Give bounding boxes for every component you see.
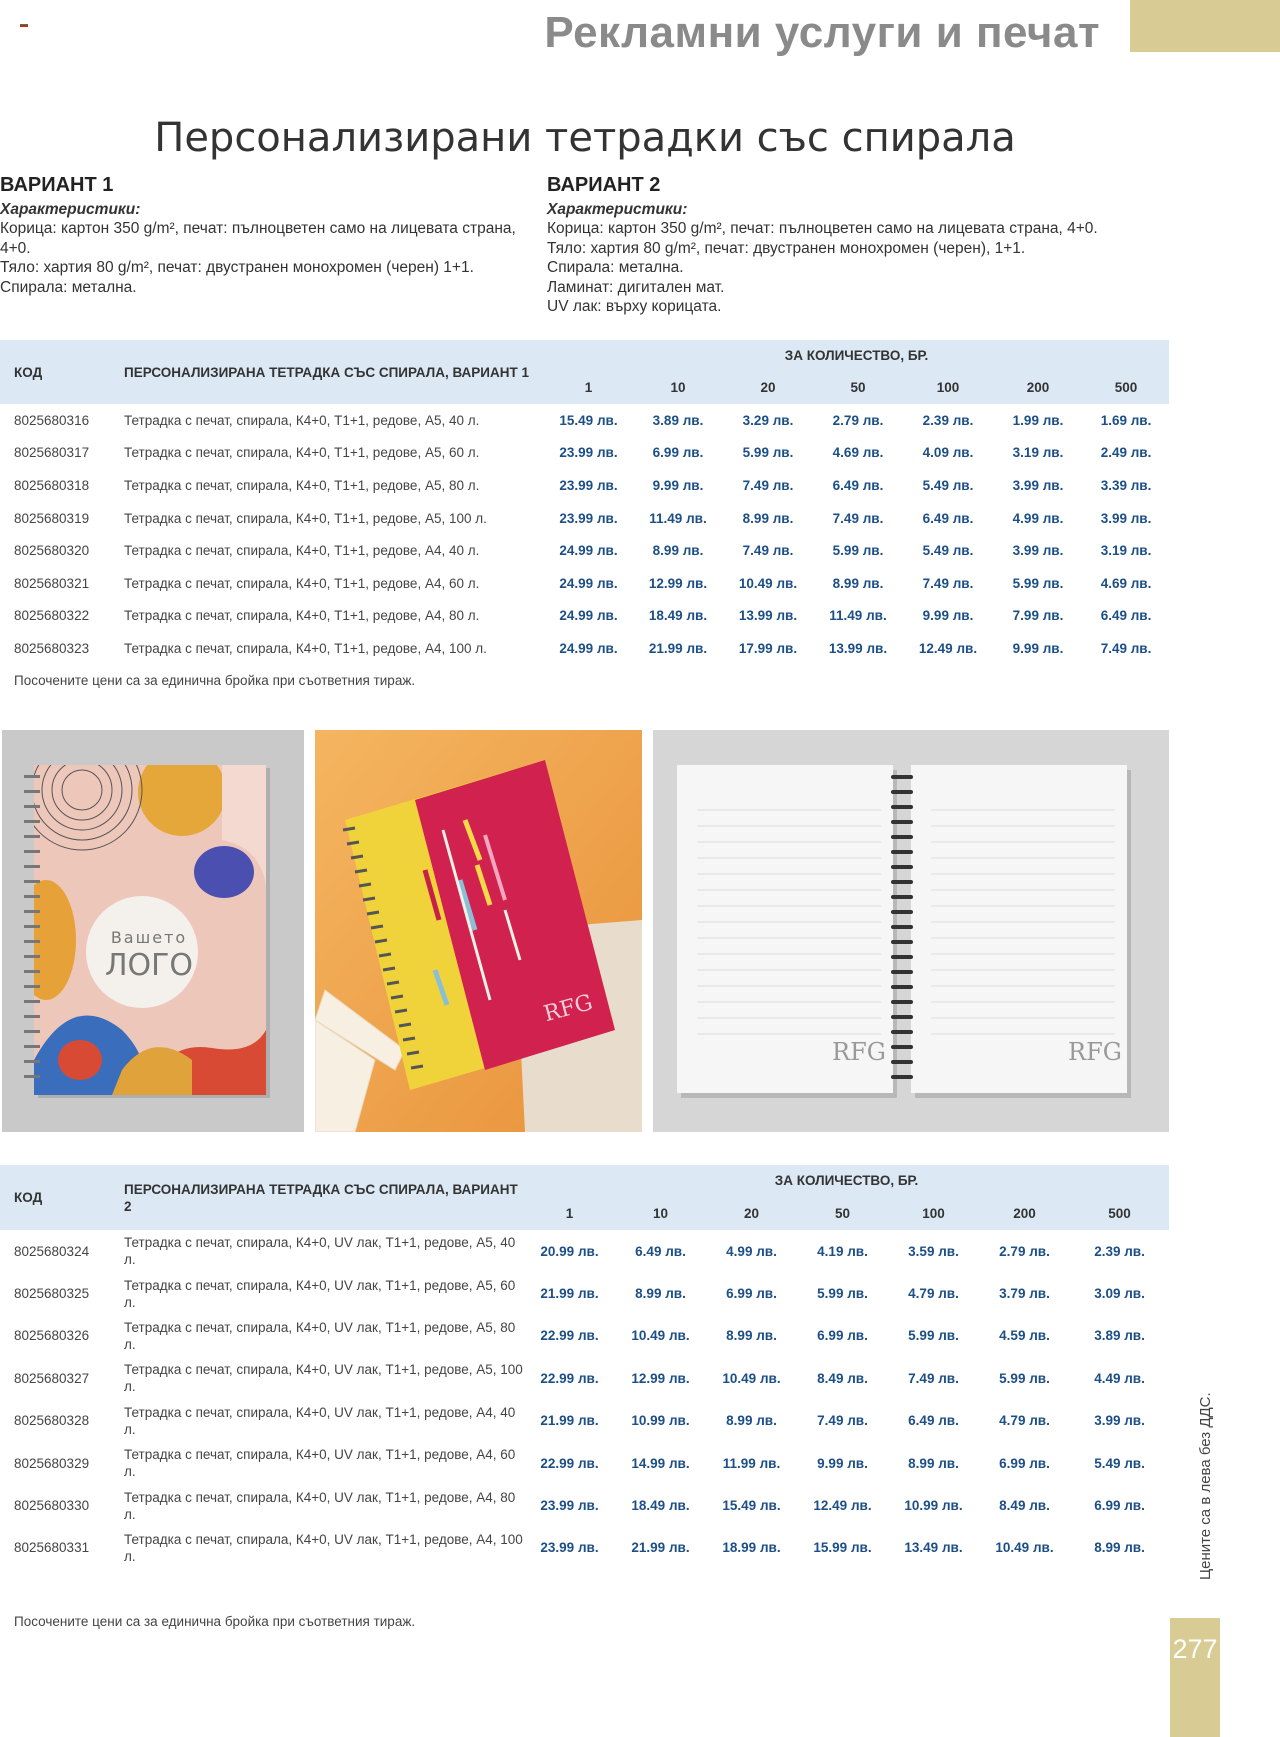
price-cell: 24.99 лв. [559, 575, 618, 591]
code-header: КОД [14, 1190, 43, 1205]
product-code: 8025680328 [14, 1413, 90, 1429]
price-cell: 9.99 лв. [1012, 640, 1064, 656]
price-cell: 18.99 лв. [722, 1540, 781, 1556]
price-cell: 4.99 лв. [1012, 510, 1064, 526]
price-cell: 3.89 лв. [652, 412, 704, 428]
price-cell: 3.59 лв. [908, 1243, 959, 1259]
variant1-line: Тяло: хартия 80 g/m², печат: двустранен монохромен (черен) 1+1. [0, 259, 474, 276]
vat-note: Цените са в лева без ДДС. [1197, 1392, 1214, 1580]
product-name: Тетрадка с печат, спирала, К4+0, UV лак, Т1+1, редове, А5, 80 л. [124, 1319, 516, 1352]
price-cell: 7.49 лв. [1100, 640, 1152, 656]
variant2-line: Спирала: метална. [547, 259, 684, 276]
table-row [0, 632, 1169, 665]
price-cell: 8.99 лв. [742, 510, 794, 526]
price-cell: 3.19 лв. [1100, 543, 1152, 559]
price-cell: 1.99 лв. [1012, 412, 1064, 428]
price-cell: 3.29 лв. [742, 412, 794, 428]
price-cell: 5.99 лв. [832, 543, 884, 559]
price-cell: 6.99 лв. [999, 1455, 1050, 1471]
price-cell: 3.99 лв. [1100, 510, 1152, 526]
product-name: Тетрадка с печат, спирала, К4+0, UV лак, Т1+1, редове, А5, 100 л. [124, 1362, 523, 1395]
price-cell: 8.49 лв. [817, 1370, 868, 1386]
price-cell: 7.49 лв. [742, 543, 794, 559]
price-cell: 7.49 лв. [922, 575, 974, 591]
price-cell: 10.49 лв. [722, 1370, 781, 1386]
product-code: 8025680327 [14, 1370, 90, 1386]
product-name: Тетрадка с печат, спирала, К4+0, UV лак, Т1+1, редове, А4, 80 л. [124, 1489, 516, 1522]
price-cell: 1.69 лв. [1100, 412, 1152, 428]
quantity-col: 1 [565, 1205, 574, 1221]
table-row [0, 1400, 1169, 1442]
variant2-line: Тяло: хартия 80 g/m², печат: двустранен монохромен (черен), 1+1. [547, 239, 1026, 257]
variant1-line: Корица: картон 350 g/m², печат: пълноцветен само на лицевата страна, 4+0. [0, 220, 516, 257]
price-cell: 22.99 лв. [540, 1370, 599, 1386]
price-cell: 10.49 лв. [995, 1540, 1054, 1556]
price-cell: 6.49 лв. [908, 1413, 959, 1429]
product-name: Тетрадка с печат, спирала, К4+0, Т1+1, редове, А4, 100 л. [124, 640, 487, 656]
page-title: Персонализирани тетрадки със спирала [154, 114, 1016, 161]
name-header: ПЕРСОНАЛИЗИРАНА ТЕТРАДКА СЪС СПИРАЛА, ВАРИАНТ 1 [124, 364, 529, 380]
price-cell: 5.49 лв. [922, 543, 974, 559]
price-cell: 6.99 лв. [817, 1328, 868, 1344]
logo-placeholder-line2: ЛОГО [104, 948, 194, 983]
quantity-col: 10 [652, 1205, 669, 1221]
price-cell: 18.49 лв. [648, 608, 708, 624]
quantity-col: 20 [743, 1205, 760, 1221]
price-cell: 4.19 лв. [817, 1243, 868, 1259]
price-cell: 5.49 лв. [1094, 1455, 1145, 1471]
quantity-col: 50 [850, 379, 866, 395]
product-name: Тетрадка с печат, спирала, К4+0, Т1+1, редове, А5, 100 л. [124, 510, 487, 526]
price-cell: 9.99 лв. [817, 1455, 868, 1471]
notebook-photo-stripes [315, 730, 642, 1132]
product-code: 8025680318 [14, 477, 90, 493]
product-code: 8025680329 [14, 1455, 90, 1471]
price-note: Посочените цени са за единична бройка при съответния тираж. [14, 673, 416, 688]
price-cell: 4.49 лв. [1094, 1370, 1145, 1386]
price-cell: 3.99 лв. [1012, 477, 1064, 493]
table-row [0, 1357, 1169, 1399]
price-cell: 8.99 лв. [726, 1413, 777, 1429]
product-name: Тетрадка с печат, спирала, К4+0, UV лак, Т1+1, редове, А4, 60 л. [124, 1447, 516, 1480]
notebook-photo-logo [2, 730, 304, 1132]
price-cell: 3.39 лв. [1100, 477, 1152, 493]
price-cell: 2.49 лв. [1100, 445, 1152, 461]
price-cell: 9.99 лв. [652, 477, 704, 493]
section-tab [1130, 0, 1280, 52]
table-row [0, 1527, 1169, 1569]
price-cell: 7.49 лв. [908, 1370, 959, 1386]
price-cell: 8.49 лв. [999, 1498, 1050, 1514]
variant2-description [547, 176, 1187, 317]
price-cell: 10.99 лв. [904, 1498, 963, 1514]
price-cell: 18.49 лв. [631, 1498, 690, 1514]
quantity-header: ЗА КОЛИЧЕСТВО, БР. [774, 1173, 919, 1188]
product-name: Тетрадка с печат, спирала, К4+0, UV лак, Т1+1, редове, А5, 40 л. [124, 1235, 516, 1268]
quantity-col: 50 [834, 1205, 851, 1221]
price-cell: 4.79 лв. [999, 1413, 1050, 1429]
price-cell: 24.99 лв. [559, 543, 618, 559]
price-cell: 21.99 лв. [540, 1413, 599, 1429]
quantity-col: 200 [1013, 1205, 1036, 1221]
price-cell: 4.09 лв. [922, 445, 974, 461]
price-cell: 6.99 лв. [1094, 1498, 1145, 1514]
price-cell: 7.49 лв. [742, 477, 794, 493]
price-cell: 11.49 лв. [649, 510, 707, 526]
table-row [0, 469, 1169, 502]
variant1-line: Спирала: метална. [0, 278, 137, 296]
logo-placeholder-line1: Вашето [110, 928, 188, 947]
price-cell: 4.79 лв. [908, 1286, 959, 1302]
flag-icon [20, 22, 28, 27]
price-cell: 3.19 лв. [1012, 445, 1064, 461]
table-row [0, 1442, 1169, 1484]
name-header: ПЕРСОНАЛИЗИРАНА ТЕТРАДКА СЪС СПИРАЛА, ВАРИАНТ 2 [124, 1181, 518, 1214]
price-cell: 5.99 лв. [1012, 575, 1064, 591]
brand-logo-left: RFG [832, 1038, 886, 1066]
price-cell: 11.49 лв. [829, 608, 887, 624]
price-cell: 7.49 лв. [817, 1413, 868, 1429]
price-cell: 5.99 лв. [742, 445, 794, 461]
brand-logo: RFG [541, 990, 596, 1028]
table-row [0, 1484, 1169, 1526]
price-cell: 13.99 лв. [828, 640, 888, 656]
product-code: 8025680322 [14, 608, 90, 624]
price-cell: 5.99 лв. [908, 1328, 959, 1344]
product-code: 8025680323 [14, 640, 90, 656]
price-cell: 3.99 лв. [1012, 543, 1064, 559]
price-cell: 4.99 лв. [726, 1243, 777, 1259]
table-row [0, 1230, 1169, 1272]
price-cell: 3.79 лв. [999, 1286, 1050, 1302]
quantity-col: 100 [936, 379, 960, 395]
product-code: 8025680316 [14, 412, 90, 428]
price-cell: 23.99 лв. [540, 1540, 599, 1556]
price-cell: 13.99 лв. [738, 608, 798, 624]
price-cell: 4.59 лв. [999, 1328, 1050, 1344]
price-cell: 5.99 лв. [999, 1370, 1050, 1386]
price-cell: 2.39 лв. [1094, 1243, 1145, 1259]
price-cell: 11.99 лв. [722, 1455, 781, 1471]
quantity-col: 1 [584, 379, 593, 395]
quantity-col: 100 [922, 1205, 945, 1221]
table-row [0, 600, 1169, 633]
quantity-col: 200 [1026, 379, 1050, 395]
variant2-line: Ламинат: дигитален мат. [547, 278, 725, 296]
price-cell: 12.99 лв. [648, 575, 708, 591]
price-cell: 8.99 лв. [652, 543, 704, 559]
price-cell: 20.99 лв. [540, 1243, 599, 1259]
price-cell: 24.99 лв. [559, 608, 618, 624]
variant2-line: Корица: картон 350 g/m², печат: пълноцветен само на лицевата страна, 4+0. [547, 220, 1098, 237]
price-cell: 10.49 лв. [631, 1328, 690, 1344]
price-cell: 8.99 лв. [635, 1286, 686, 1302]
product-code: 8025680326 [14, 1328, 90, 1344]
variant2-line: UV лак: върху корицата. [547, 298, 722, 315]
notebook-photo-open [653, 730, 1169, 1132]
quantity-col: 20 [760, 379, 776, 395]
price-cell: 15.49 лв. [559, 412, 618, 428]
price-cell: 8.99 лв. [1094, 1540, 1145, 1556]
price-cell: 24.99 лв. [559, 640, 618, 656]
price-cell: 7.99 лв. [1012, 608, 1064, 624]
table-row [0, 1272, 1169, 1314]
product-name: Тетрадка с печат, спирала, К4+0, Т1+1, редове, А5, 60 л. [124, 445, 480, 461]
product-code: 8025680324 [14, 1243, 90, 1259]
price-cell: 6.49 лв. [635, 1243, 686, 1259]
price-cell: 23.99 лв. [559, 477, 618, 493]
variant1-description [0, 176, 525, 297]
price-table-variant1 [0, 340, 1169, 665]
page-number: 277 [1170, 1618, 1220, 1737]
price-cell: 15.99 лв. [813, 1540, 872, 1556]
product-code: 8025680331 [14, 1540, 90, 1556]
price-cell: 21.99 лв. [631, 1540, 690, 1556]
price-cell: 22.99 лв. [540, 1328, 599, 1344]
price-cell: 10.49 лв. [738, 575, 798, 591]
product-code: 8025680325 [14, 1286, 90, 1302]
price-cell: 6.99 лв. [726, 1286, 777, 1302]
product-code: 8025680319 [14, 510, 90, 526]
variant2-heading: ВАРИАНТ 2 [547, 174, 661, 196]
table-row [0, 404, 1169, 437]
price-cell: 3.99 лв. [1094, 1413, 1145, 1429]
price-cell: 14.99 лв. [631, 1455, 690, 1471]
price-cell: 2.39 лв. [922, 412, 974, 428]
product-name: Тетрадка с печат, спирала, К4+0, UV лак, Т1+1, редове, А4, 100 л. [124, 1531, 523, 1564]
price-cell: 21.99 лв. [540, 1286, 599, 1302]
price-table-variant2 [0, 1165, 1169, 1569]
price-cell: 17.99 лв. [738, 640, 798, 656]
product-name: Тетрадка с печат, спирала, К4+0, Т1+1, редове, А4, 40 л. [124, 543, 480, 559]
price-cell: 7.49 лв. [832, 510, 884, 526]
price-cell: 12.49 лв. [918, 640, 978, 656]
price-cell: 21.99 лв. [648, 640, 708, 656]
price-cell: 8.99 лв. [908, 1455, 959, 1471]
quantity-col: 500 [1108, 1205, 1131, 1221]
price-cell: 3.09 лв. [1094, 1286, 1145, 1302]
price-cell: 22.99 лв. [540, 1455, 599, 1471]
table-row [0, 502, 1169, 535]
table-row [0, 534, 1169, 567]
table-row [0, 567, 1169, 600]
price-cell: 4.69 лв. [1100, 575, 1152, 591]
variant2-sub: Характеристики: [547, 200, 688, 218]
quantity-header: ЗА КОЛИЧЕСТВО, БР. [784, 347, 929, 363]
price-cell: 5.49 лв. [922, 477, 974, 493]
price-cell: 10.99 лв. [631, 1413, 690, 1429]
product-name: Тетрадка с печат, спирала, К4+0, Т1+1, редове, А5, 40 л. [124, 412, 480, 428]
price-cell: 3.89 лв. [1094, 1328, 1145, 1344]
price-note: Посочените цени са за единична бройка при съответния тираж. [14, 1614, 416, 1629]
product-code: 8025680330 [14, 1498, 90, 1514]
price-cell: 9.99 лв. [922, 608, 974, 624]
price-cell: 2.79 лв. [999, 1243, 1050, 1259]
price-cell: 23.99 лв. [540, 1498, 599, 1514]
brand-logo-right: RFG [1068, 1038, 1122, 1066]
product-code: 8025680320 [14, 543, 90, 559]
code-header: КОД [14, 364, 43, 380]
quantity-col: 500 [1114, 379, 1138, 395]
table-row [0, 437, 1169, 470]
price-cell: 23.99 лв. [559, 445, 618, 461]
section-title: Рекламни услуги и печат [544, 8, 1100, 57]
product-name: Тетрадка с печат, спирала, К4+0, Т1+1, редове, А4, 80 л. [124, 608, 480, 624]
price-cell: 23.99 лв. [559, 510, 618, 526]
product-name: Тетрадка с печат, спирала, К4+0, Т1+1, редове, А4, 60 л. [124, 575, 480, 591]
price-cell: 6.49 лв. [832, 477, 884, 493]
price-cell: 13.49 лв. [904, 1540, 963, 1556]
price-cell: 5.99 лв. [817, 1286, 868, 1302]
product-name: Тетрадка с печат, спирала, К4+0, Т1+1, редове, А5, 80 л. [124, 477, 480, 493]
table-row [0, 1315, 1169, 1357]
price-cell: 15.49 лв. [722, 1498, 781, 1514]
product-code: 8025680321 [14, 575, 90, 591]
product-name: Тетрадка с печат, спирала, К4+0, UV лак, Т1+1, редове, А5, 60 л. [124, 1277, 516, 1310]
price-cell: 4.69 лв. [832, 445, 884, 461]
price-cell: 6.49 лв. [1100, 608, 1152, 624]
price-cell: 2.79 лв. [832, 412, 884, 428]
product-code: 8025680317 [14, 445, 90, 461]
price-cell: 6.99 лв. [652, 445, 704, 461]
quantity-col: 10 [670, 379, 686, 395]
price-cell: 12.99 лв. [631, 1370, 690, 1386]
variant1-sub: Характеристики: [0, 200, 141, 218]
price-cell: 12.49 лв. [813, 1498, 872, 1514]
price-cell: 8.99 лв. [832, 575, 884, 591]
price-cell: 6.49 лв. [922, 510, 974, 526]
variant1-heading: ВАРИАНТ 1 [0, 174, 114, 196]
price-cell: 8.99 лв. [726, 1328, 777, 1344]
product-name: Тетрадка с печат, спирала, К4+0, UV лак, Т1+1, редове, А4, 40 л. [124, 1404, 516, 1437]
